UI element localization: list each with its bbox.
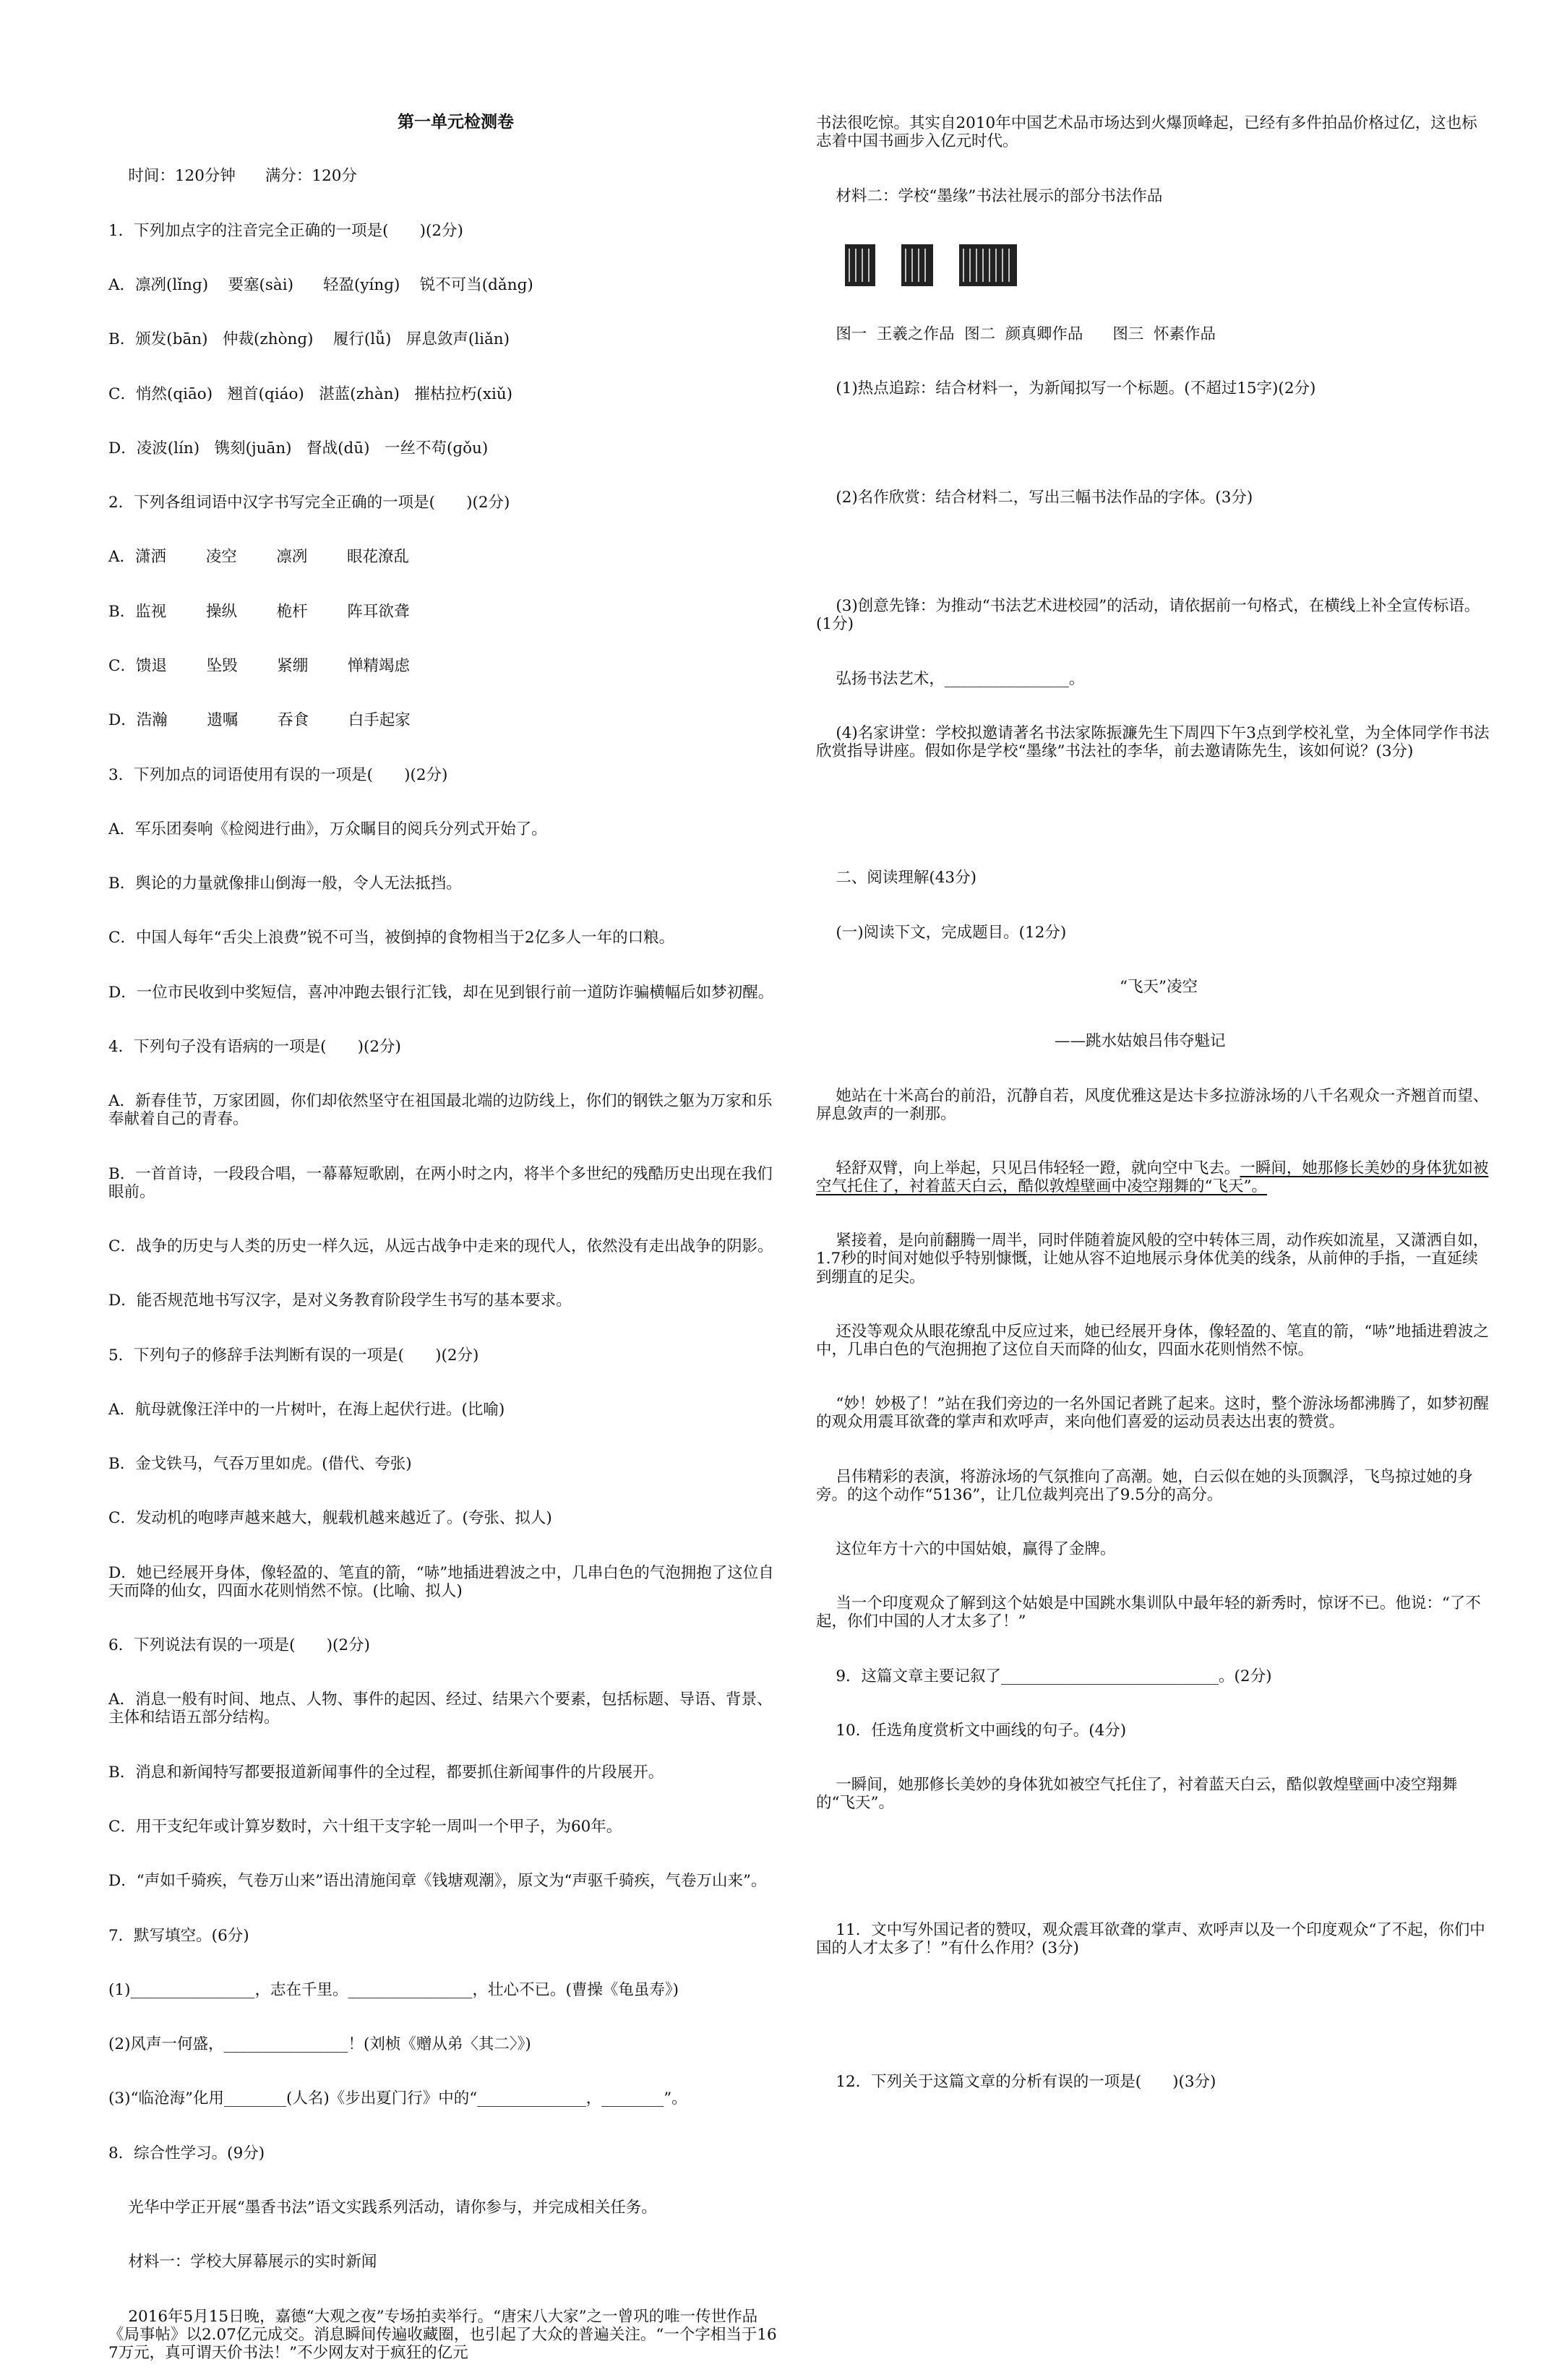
q8-sub-3: (3)创意先锋：为推动“书法艺术进校园”的活动，请依据前一句格式，在横线上补全宣传标语。(1分)	[816, 597, 1480, 634]
q2-option-b: B．监视 操纵 桅杆 阵耳欲聋	[108, 602, 410, 621]
question-8: 8．综合性学习。(9分)	[108, 2144, 265, 2162]
question-9: 9．这篇文章主要记叙了____________________________。(2分)	[816, 1667, 1272, 1685]
question-3: 3．下列加点的词语使用有误的一项是( )(2分)	[108, 765, 448, 784]
q2-option-c: C．馈退 坠毁 紧绷 惮精竭虑	[108, 657, 410, 675]
q6-option-a: A．消息一般有时间、地点、人物、事件的起因、经过、结果六个要素，包括标题、导语、背景、主体和结语五部分结构。	[108, 1691, 773, 1727]
question-11: 11．文中写外国记者的赞叹，观众震耳欲聋的掌声、欢呼声以及一个印度观众“了不起，你们中国的人才太多了！”有什么作用？(3分)	[816, 1920, 1485, 1957]
paragraph-1: 她站在十米高台的前沿，沉静自若，风度优雅这是达卡多拉游泳场的八千名观众一齐翘首而望、屏息敛声的一刹那。	[816, 1086, 1489, 1123]
question-2: 2．下列各组词语中汉字书写完全正确的一项是( )(2分)	[108, 494, 510, 512]
calligraphy-image-yan-zhenqing	[901, 244, 933, 286]
q4-option-c: C．战争的历史与人类的历史一样久远，从远古战争中走来的现代人，依然没有走出战争的阴影。	[108, 1237, 773, 1255]
question-10-quote: 一瞬间，她那修长美妙的身体犹如被空气托住了，衬着蓝天白云，酷似敦煌壁画中凌空翔舞的“飞天”。	[816, 1776, 1458, 1813]
q6-option-b: B．消息和新闻特写都要报道新闻事件的全过程，都要抓住新闻事件的片段展开。	[108, 1763, 664, 1782]
page-title: 第一单元检测卷	[398, 112, 514, 132]
q8-intro: 光华中学正开展“墨香书法”语文实践系列活动，请你参与，并完成相关任务。	[108, 2198, 657, 2217]
q5-option-c: C．发动机的咆哮声越来越大，舰载机越来越近了。(夸张、拟人)	[108, 1509, 552, 1528]
q3-option-b: B．舆论的力量就像排山倒海一般，令人无法抵挡。	[108, 875, 462, 893]
q3-option-d: D．一位市民收到中奖短信，喜冲冲跑去银行汇钱，却在见到银行前一道防诈骗横幅后如梦初醒。	[108, 983, 774, 1002]
calligraphy-image-wang-xizhi	[845, 244, 875, 286]
calligraphy-image-huai-su	[959, 244, 1017, 286]
q1-option-c: C．悄然(qiāo) 翘首(qiáo) 湛蓝(zhàn) 摧枯拉朽(xiǔ)	[108, 385, 513, 403]
paragraph-5: “妙！妙极了！”站在我们旁边的一名外国记者跳了起来。这时，整个游泳场都沸腾了，如梦初醒的观众用震耳欲聋的掌声和欢呼声，来向他们喜爱的运动员表达出衷的赞赏。	[816, 1395, 1489, 1432]
q2-option-d: D．浩瀚 遗嘱 吞食 白手起家	[108, 711, 411, 730]
q1-option-b: B．颁发(bān) 仲裁(zhònɡ) 履行(lǚ) 屏息敛声(liǎn)	[108, 330, 510, 349]
material-1-continued: 书法很吃惊。其实自2010年中国艺术品市场达到火爆顶峰起，已经有多件拍品价格过亿，这也标志着中国书画步入亿元时代。	[816, 114, 1477, 151]
paragraph-7: 这位年方十六的中国姑娘，赢得了金牌。	[816, 1539, 1116, 1558]
paragraph-2-start: 轻舒双臂，向上举起，只见吕伟轻轻一蹬，就向空中飞去。	[816, 1159, 1240, 1177]
q5-option-b: B．金戈铁马，气吞万里如虎。(借代、夸张)	[108, 1455, 412, 1474]
q6-option-c: C．用干支纪年或计算岁数时，六十组干支字轮一周叫一个甲子，为60年。	[108, 1818, 622, 1836]
article-subtitle: ——跳水姑娘吕伟夺魁记	[1055, 1032, 1226, 1051]
paragraph-8: 当一个印度观众了解到这个姑娘是中国跳水集训队中最年轻的新秀时，惊讶不已。他说：“了不起，你们中国的人才太多了！”	[816, 1594, 1481, 1631]
question-7: 7．默写填空。(6分)	[108, 1926, 249, 1945]
right-column	[816, 78, 1492, 2109]
question-6: 6．下列说法有误的一项是( )(2分)	[108, 1636, 370, 1655]
q5-option-d: D．她已经展开身体，像轻盈的、笔直的箭，“哧”地插进碧波之中，几串白色的气泡拥抱了这位自天而降的仙女，四面水花则悄然不惊。(比喻、拟人)	[108, 1563, 774, 1600]
q7-blank-3: (3)“临沧海”化用________(人名)《步出夏门行》中的“______________，________”。	[108, 2089, 687, 2108]
question-4: 4．下列句子没有语病的一项是( )(2分)	[108, 1037, 401, 1056]
q3-option-a: A．军乐团奏响《检阅进行曲》，万众瞩目的阅兵分列式开始了。	[108, 820, 547, 838]
material-1-text: 2016年5月15日晚，嘉德“大观之夜”专场拍卖举行。“唐宋八大家”之一曾巩的唯一传世作品《局事帖》以2.07亿元成交。消息瞬间传遍收藏圈，也引起了大众的普遍关注。“一个字相当于167万元，真可谓天价书法！”不少网友对于疯狂的亿元	[108, 2307, 777, 2362]
left-column	[108, 77, 781, 2380]
section-2-sub: (一)阅读下文，完成题目。(12分)	[816, 923, 1067, 942]
q7-blank-2: (2)风声一何盛，________________！(刘桢《赠从弟〈其二〉》)	[108, 2035, 531, 2054]
q7-blank-1: (1)________________，志在千里。________________，壮心不已。(曹操《龟虽寿》)	[108, 1980, 679, 1999]
exam-info: 时间：120分钟 满分：120分	[108, 167, 357, 186]
underlined-sentence: 一瞬间，她那修长美妙的身体犹如被空气托住了，衬着蓝天白云，酷似敦煌壁画中凌空翔舞的“飞天”。	[816, 1159, 1489, 1196]
calligraphy-images	[816, 244, 1492, 289]
question-10: 10．任选角度赏析文中画线的句子。(4分)	[816, 1721, 1127, 1740]
section-2-heading: 二、阅读理解(43分)	[816, 869, 976, 888]
q4-option-b: B．一首首诗，一段段合唱，一幕幕短歌剧，在两小时之内，将半个多世纪的残酷历史出现在我们眼前。	[108, 1164, 773, 1201]
material-1-title: 材料一：学校大屏幕展示的实时新闻	[108, 2253, 377, 2272]
q1-option-d: D．凌波(lín) 镌刻(juān) 督战(dū) 一丝不苟(ɡǒu)	[108, 439, 489, 457]
paragraph-2	[816, 1159, 1492, 1195]
paragraph-6: 吕伟精彩的表演，将游泳场的气氛推向了高潮。她，白云似在她的头顶飘浮，飞鸟掠过她的身旁。的这个动作“5136”，让几位裁判亮出了9.5分的高分。	[816, 1467, 1473, 1504]
q3-option-c: C．中国人每年“舌尖上浪费”锐不可当，被倒掉的食物相当于2亿多人一年的口粮。	[108, 929, 675, 948]
q4-option-d: D．能否规范地书写汉字，是对义务教育阶段学生书写的基本要求。	[108, 1292, 572, 1310]
q8-sub-1: (1)热点追踪：结合材料一，为新闻拟写一个标题。(不超过15字)(2分)	[816, 379, 1316, 398]
question-12: 12．下列关于这篇文章的分析有误的一项是( )(3分)	[816, 2073, 1216, 2092]
article-title: “飞天”凌空	[1120, 978, 1198, 997]
q2-option-a: A．潇洒 凌空 凛冽 眼花潦乱	[108, 548, 410, 567]
question-1: 1．下列加点字的注音完全正确的一项是( )(2分)	[108, 221, 463, 240]
question-5: 5．下列句子的修辞手法判断有误的一项是( )(2分)	[108, 1346, 479, 1365]
q8-sub-3-blank: 弘扬书法艺术，________________。	[816, 669, 1085, 688]
q5-option-a: A．航母就像汪洋中的一片树叶，在海上起伏行进。(比喻)	[108, 1400, 505, 1419]
image-captions: 图一 王羲之作品 图二 颜真卿作品 图三 怀素作品	[816, 325, 1216, 344]
q8-sub-4: (4)名家讲堂：学校拟邀请著名书法家陈振濂先生下周四下午3点到学校礼堂，为全体同学作书法欣赏指导讲座。假如你是学校“墨缘”书法社的李华，前去邀请陈先生，该如何说？(3分)	[816, 723, 1490, 760]
q1-option-a: A．凛冽(lǐnɡ) 要塞(sài) 轻盈(yínɡ) 锐不可当(dǎnɡ)	[108, 276, 533, 295]
paragraph-4: 还没等观众从眼花缭乱中反应过来，她已经展开身体，像轻盈的、笔直的箭，“哧”地插进碧波之中，几串白色的气泡拥抱了这位自天而降的仙女，四面水花则悄然不惊。	[816, 1322, 1489, 1359]
material-2-title: 材料二：学校“墨缘”书法社展示的部分书法作品	[816, 186, 1163, 205]
q8-sub-2: (2)名作欣赏：结合材料二，写出三幅书法作品的字体。(3分)	[816, 488, 1253, 507]
paragraph-3: 紧接着，是向前翻腾一周半，同时伴随着旋风般的空中转体三周，动作疾如流星，又潇洒自如，1.7秒的时间对她似乎特别慷慨，让她从容不迫地展示身体优美的线条，从前伸的手指，一直延续到绷直的足尖。	[816, 1232, 1489, 1286]
q4-option-a: A．新春佳节，万家团圆，你们却依然坚守在祖国最北端的边防线上，你们的钢铁之躯为万家和乐奉献着自己的青春。	[108, 1092, 773, 1129]
q6-option-d: D．“声如千骑疾，气卷万山来”语出清施闰章《钱塘观潮》，原文为“声驱千骑疾，气卷万山来”。	[108, 1872, 767, 1891]
